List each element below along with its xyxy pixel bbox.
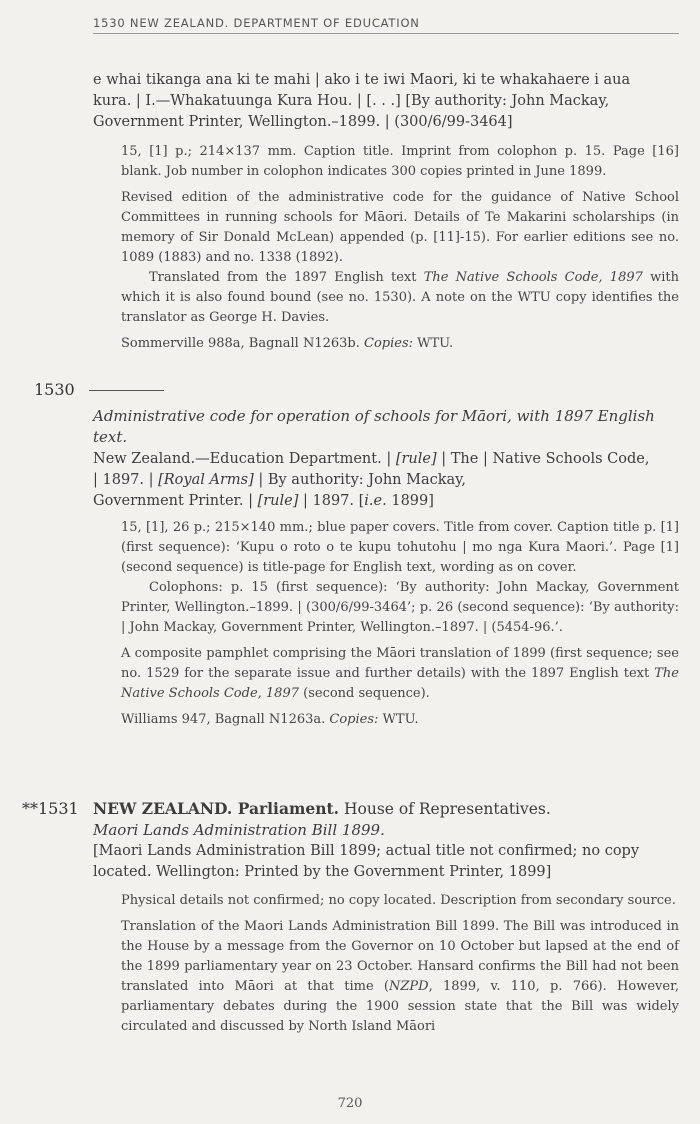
physical-description: 15, [1], 26 p.; 215×140 mm.; blue paper covers. Title from cover. Caption title p. [1] (first sequence): ‘Kupu o roto o te kupu tohutohu | mo nga Kura Maori.’. Page [1] (second sequence) is title-page for English text, wording as on cover. (121, 520, 679, 575)
entry-1530 (93, 406, 679, 730)
entry-title: Administrative code for operation of schools for Māori, with 1897 English text. (93, 407, 655, 446)
note: Revised edition of the administrative code for the guidance of Native School Committees in running schools for Māori. Details of Te Makarini scholarships (in memory of Sir Donald McLean) appended (p. [11]-15). For earlier editions see no. 1089 (1883) and no. 1338 (1892). (121, 190, 679, 265)
text-line: New Zealand.—Education Department. | [rule] | The | Native Schools Code, (93, 451, 650, 467)
entry-1529-transcription (93, 70, 679, 133)
physical-description: Physical details not confirmed; no copy located. Description from secondary source. (121, 893, 676, 908)
note: A composite pamphlet comprising the Māori translation of 1899 (first sequence; see no. 1529 for the separate issue and further details) with the 1897 English text The Native Schools Code, 1897 (second sequence). (121, 646, 679, 701)
text-line: located. Wellington: Printed by the Government Printer, 1899] (93, 864, 552, 880)
entry-number: **1531 (22, 799, 79, 818)
entry-1531-transcription (93, 841, 679, 883)
entry-1531 (93, 798, 679, 1037)
text-line: [Maori Lands Administration Bill 1899; actual title not confirmed; no copy (93, 843, 640, 859)
entry-title: Maori Lands Administration Bill 1899. (93, 821, 385, 839)
translation-note: Translated from the 1897 English text The Native Schools Code, 1897 with which it is also found bound (see no. 1530). A note on the WTU copy identifies the translator as George H. Davies. (121, 270, 680, 325)
entry-1529-continuation (93, 70, 679, 354)
running-head: 1530 NEW ZEALAND. DEPARTMENT OF EDUCATION (93, 16, 679, 34)
text-line: | 1897. | [Royal Arms] | By authority: John Mackay, (93, 472, 467, 488)
note: Translation of the Maori Lands Administration Bill 1899. The Bill was introduced in the House by a message from the Governor on 10 October but lapsed at the end of the 1899 parliamentary year on 23 October. Hansard confirms the Bill had not been translated into Māori at that time (NZPD, 1899, v. 110, p. 766). However, parliamentary debates during the 1900 session state that the Bill was widely circulated and discussed by North Island Māori (121, 919, 679, 1034)
ditto-rule (89, 390, 164, 391)
colophons: Colophons: p. 15 (first sequence): ‘By authority: John Mackay, Government Printer, Wellington.–1899. | (300/6/99-3464’; p. 26 (second sequence): ‘By authority: | John Mackay, Government Printer, Wellington.–1897. | (5454-96.’. (121, 580, 679, 635)
references: Sommerville 988a, Bagnall N1263b. Copies: WTU. (121, 336, 454, 351)
entry-number: 1530 (34, 380, 164, 399)
physical-description: 15, [1] p.; 214×137 mm. Caption title. Imprint from colophon p. 15. Page [16] blank. Job number in colophon indicates 300 copies printed in June 1899. (121, 144, 679, 179)
entry-1530-transcription (93, 449, 679, 512)
entry-heading: NEW ZEALAND. Parliament. House of Representatives. (93, 799, 551, 818)
text-line: Government Printer. | [rule] | 1897. [i.e. 1899] (93, 493, 434, 509)
text-line: Government Printer, Wellington.–1899. | (300/6/99-3464] (93, 114, 513, 130)
references: Williams 947, Bagnall N1263a. Copies: WTU. (121, 712, 419, 727)
text-line: e whai tikanga ana ki te mahi | ako i te iwi Maori, ki te whakahaere i aua (93, 72, 631, 88)
page-number: 720 (337, 1096, 363, 1111)
text-line: kura. | I.—Whakatuunga Kura Hou. | [. . .] [By authority: John Mackay, (93, 93, 610, 109)
